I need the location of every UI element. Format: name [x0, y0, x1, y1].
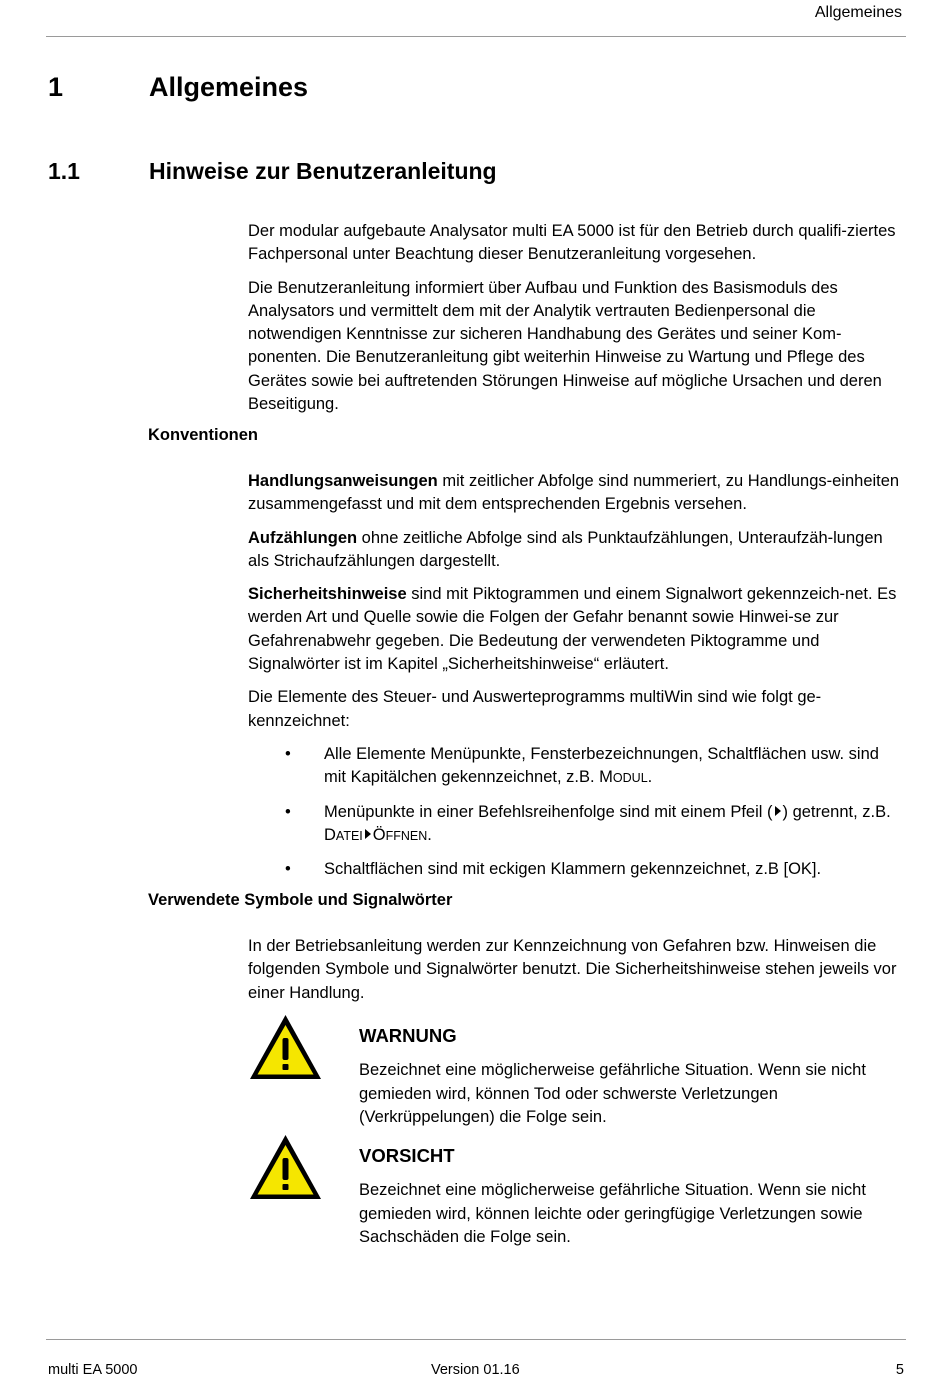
warning-description: Bezeichnet eine möglicherweise gefährliche Situation. Wenn sie nicht gemieden wird, können Tod oder schwerste Verletzungen (Verkrüppelungen) die Folge sein. [359, 1061, 866, 1126]
warning-block [248, 1013, 900, 1133]
term-bold: Handlungsanweisungen [248, 472, 438, 490]
chapter-title: Allgemeines [149, 72, 309, 102]
section-heading [48, 158, 648, 188]
signal-word: VORSICHT [359, 1145, 455, 1166]
convention-paragraph: Handlungsanweisungen mit zeitlicher Abfolge sind nummeriert, zu Handlungs-einheiten zusammengefasst und mit dem entsprechenden Ergebnis versehen. [248, 472, 900, 514]
list-item: • Alle Elemente Menüpunkte, Fensterbezeichnungen, Schaltflächen usw. sind mit Kapitälchen gekennzeichnet, z.B. MODUL. [285, 744, 879, 787]
bullet: • [285, 802, 291, 821]
warning-triangle-icon [248, 1013, 323, 1081]
term-bold: Sicherheitshinweise [248, 585, 407, 604]
footer-version: Version 01.16 [431, 1362, 520, 1378]
arrow-right-icon [775, 806, 781, 816]
section-title: Hinweise zur Benutzeranleitung [149, 158, 497, 184]
footer-product: multi EA 5000 [48, 1362, 138, 1378]
intro-text [248, 220, 900, 426]
convention-paragraph: Aufzählungen ohne zeitliche Abfolge sind als Punktaufzählungen, Unteraufzäh-lungen als Strichaufzählungen dargestellt. [248, 528, 883, 570]
chapter-heading [48, 72, 548, 106]
list-item: • Schaltflächen sind mit eckigen Klammern gekennzeichnet, z.B [OK]. [248, 858, 900, 881]
header-rule [46, 36, 906, 37]
warning-text [359, 1024, 899, 1129]
bullet: • [285, 860, 291, 879]
conventions-text [248, 470, 900, 891]
arrow-right-icon [365, 829, 371, 839]
intro-paragraph: Der modular aufgebaute Analysator multi EA 5000 ist für den Betrieb durch qualifi-ziertes Fachpersonal unter Beachtung dieser Benutzeranleitung vorgesehen. [248, 222, 896, 264]
bullet-list [248, 743, 900, 881]
caution-description: Bezeichnet eine möglicherweise gefährliche Situation. Wenn sie nicht gemieden wird, können leichte oder geringfügige Verletzungen sowie Sachschäden die Folge sein. [359, 1181, 866, 1246]
page-number: 5 [895, 1362, 904, 1378]
conventions-heading: Konventionen [148, 426, 258, 444]
symbols-intro [248, 935, 900, 1015]
section-number: 1.1 [48, 158, 80, 184]
term-bold: Aufzählungen [248, 528, 358, 547]
warning-triangle-icon [248, 1133, 323, 1201]
signal-word: WARNUNG [359, 1025, 457, 1046]
bullet: • [285, 744, 291, 763]
symbols-heading: Verwendete Symbole und Signalwörter [148, 891, 453, 909]
symbols-intro-paragraph: In der Betriebsanleitung werden zur Kennzeichnung von Gefahren bzw. Hinweisen die folgenden Symbole und Signalwörter benutzt. Die Sicherheitshinweise stehen jeweils vor einer Handlung. [248, 937, 897, 1002]
running-header: Allgemeines [814, 4, 902, 21]
intro-paragraph: Die Benutzeranleitung informiert über Aufbau und Funktion des Basismoduls des Analysators und vermittelt dem mit der Analytik vertrauten Bedienpersonal die notwendigen Kenntnisse zur sicheren Handhabung des Gerätes und seiner Kom-ponenten. Die Benutzeranleitung gibt weiterhin Hinweise zu Wartung und Pflege des Gerätes sowie bei auftretenden Störungen Hinweise auf mögliche Ursachen und deren Beseitigung. [248, 278, 882, 414]
chapter-number: 1 [48, 72, 64, 102]
list-item: • Menüpunkte in einer Befehlsreihenfolge sind mit einem Pfeil ( ) getrennt, z.B. DATEI ÖFFNEN. [285, 802, 891, 844]
convention-paragraph: Die Elemente des Steuer- und Auswerteprogramms multiWin sind wie folgt ge-kennzeichnet: [248, 688, 822, 730]
caution-text [359, 1144, 899, 1249]
footer-rule [46, 1339, 906, 1340]
caution-block [248, 1133, 900, 1253]
convention-paragraph: Sicherheitshinweise sind mit Piktogrammen und einem Signalwort gekennzeich-net. Es werden Art und Quelle sowie die Folgen der Gefahr benannt sowie Hinwei-se zur Gefahrenabwehr gegeben. Die Bedeutung der verwendeten Piktogramme und Signalwörter ist im Kapitel „Sicherheitshinweise“ erläutert. [248, 585, 897, 674]
